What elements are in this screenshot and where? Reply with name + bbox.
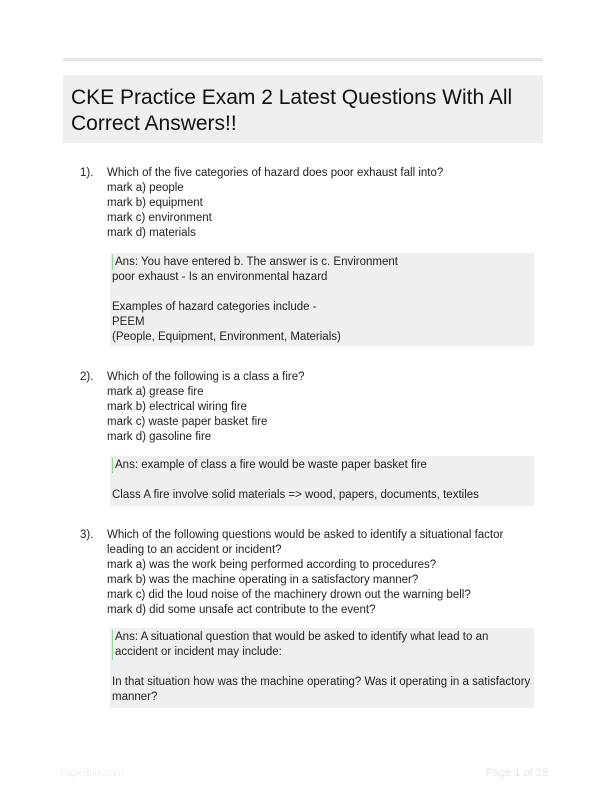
- option-c: mark c) waste paper basket fire: [107, 416, 268, 428]
- answer-line: (People, Equipment, Environment, Materials): [112, 331, 341, 343]
- title-box: [63, 75, 543, 143]
- option-a: mark a) grease fire: [107, 386, 204, 398]
- answer-line: Ans: You have entered b. The answer is c. Environment: [112, 255, 534, 270]
- question-body: [107, 166, 537, 241]
- option-d: mark d) did some unsafe act contribute to the event?: [107, 604, 376, 616]
- option-d: mark d) gasoline fire: [107, 431, 212, 443]
- answer-line: [112, 285, 534, 300]
- question-text: Which of the following questions would be asked to identify a situational factor leading to an accident or incident?: [107, 529, 504, 556]
- question-number: 1).: [80, 167, 94, 179]
- question-text: Which of the five categories of hazard does poor exhaust fall into?: [107, 167, 444, 179]
- question-text: Which of the following is a class a fire?: [107, 371, 305, 383]
- answer-line: [112, 660, 534, 675]
- option-a: mark a) was the work being performed according to procedures?: [107, 559, 437, 571]
- option-a: mark a) people: [107, 182, 184, 194]
- answer-line: Ans: example of class a fire would be waste paper basket fire: [112, 458, 534, 473]
- option-d: mark d) materials: [107, 227, 196, 239]
- option-c: mark c) environment: [107, 212, 212, 224]
- page-number: Page 1 of 28: [485, 767, 548, 779]
- answer-line: Class A fire involve solid materials => wood, papers, documents, textiles: [112, 489, 479, 501]
- question-body: [107, 370, 537, 445]
- top-rule: [63, 58, 543, 61]
- option-c: mark c) did the loud noise of the machinery drown out the warning bell?: [107, 589, 471, 601]
- answer-box: [110, 253, 534, 346]
- answer-line: [112, 473, 534, 488]
- answer-box: [110, 456, 534, 506]
- answer-line: Examples of hazard categories include -: [112, 301, 317, 313]
- question-number: 2).: [80, 371, 94, 383]
- answer-line: Ans: A situational question that would be asked to identify what lead to an accident or incident may include:: [112, 630, 534, 660]
- option-b: mark b) electrical wiring fire: [107, 401, 247, 413]
- question-body: [107, 528, 537, 618]
- answer-line: PEEM: [112, 316, 145, 328]
- option-b: mark b) equipment: [107, 197, 203, 209]
- option-b: mark b) was the machine operating in a satisfactory manner?: [107, 574, 419, 586]
- answer-line: In that situation how was the machine operating? Was it operating in a satisfactory manner?: [112, 676, 531, 703]
- answer-box: [110, 628, 534, 708]
- question-number: 3).: [80, 529, 94, 541]
- answer-line: poor exhaust - Is an environmental hazard: [112, 271, 328, 283]
- page-title: CKE Practice Exam 2 Latest Questions With All Correct Answers!!: [71, 86, 513, 135]
- footer-site: Paperbliz.com: [60, 768, 124, 779]
